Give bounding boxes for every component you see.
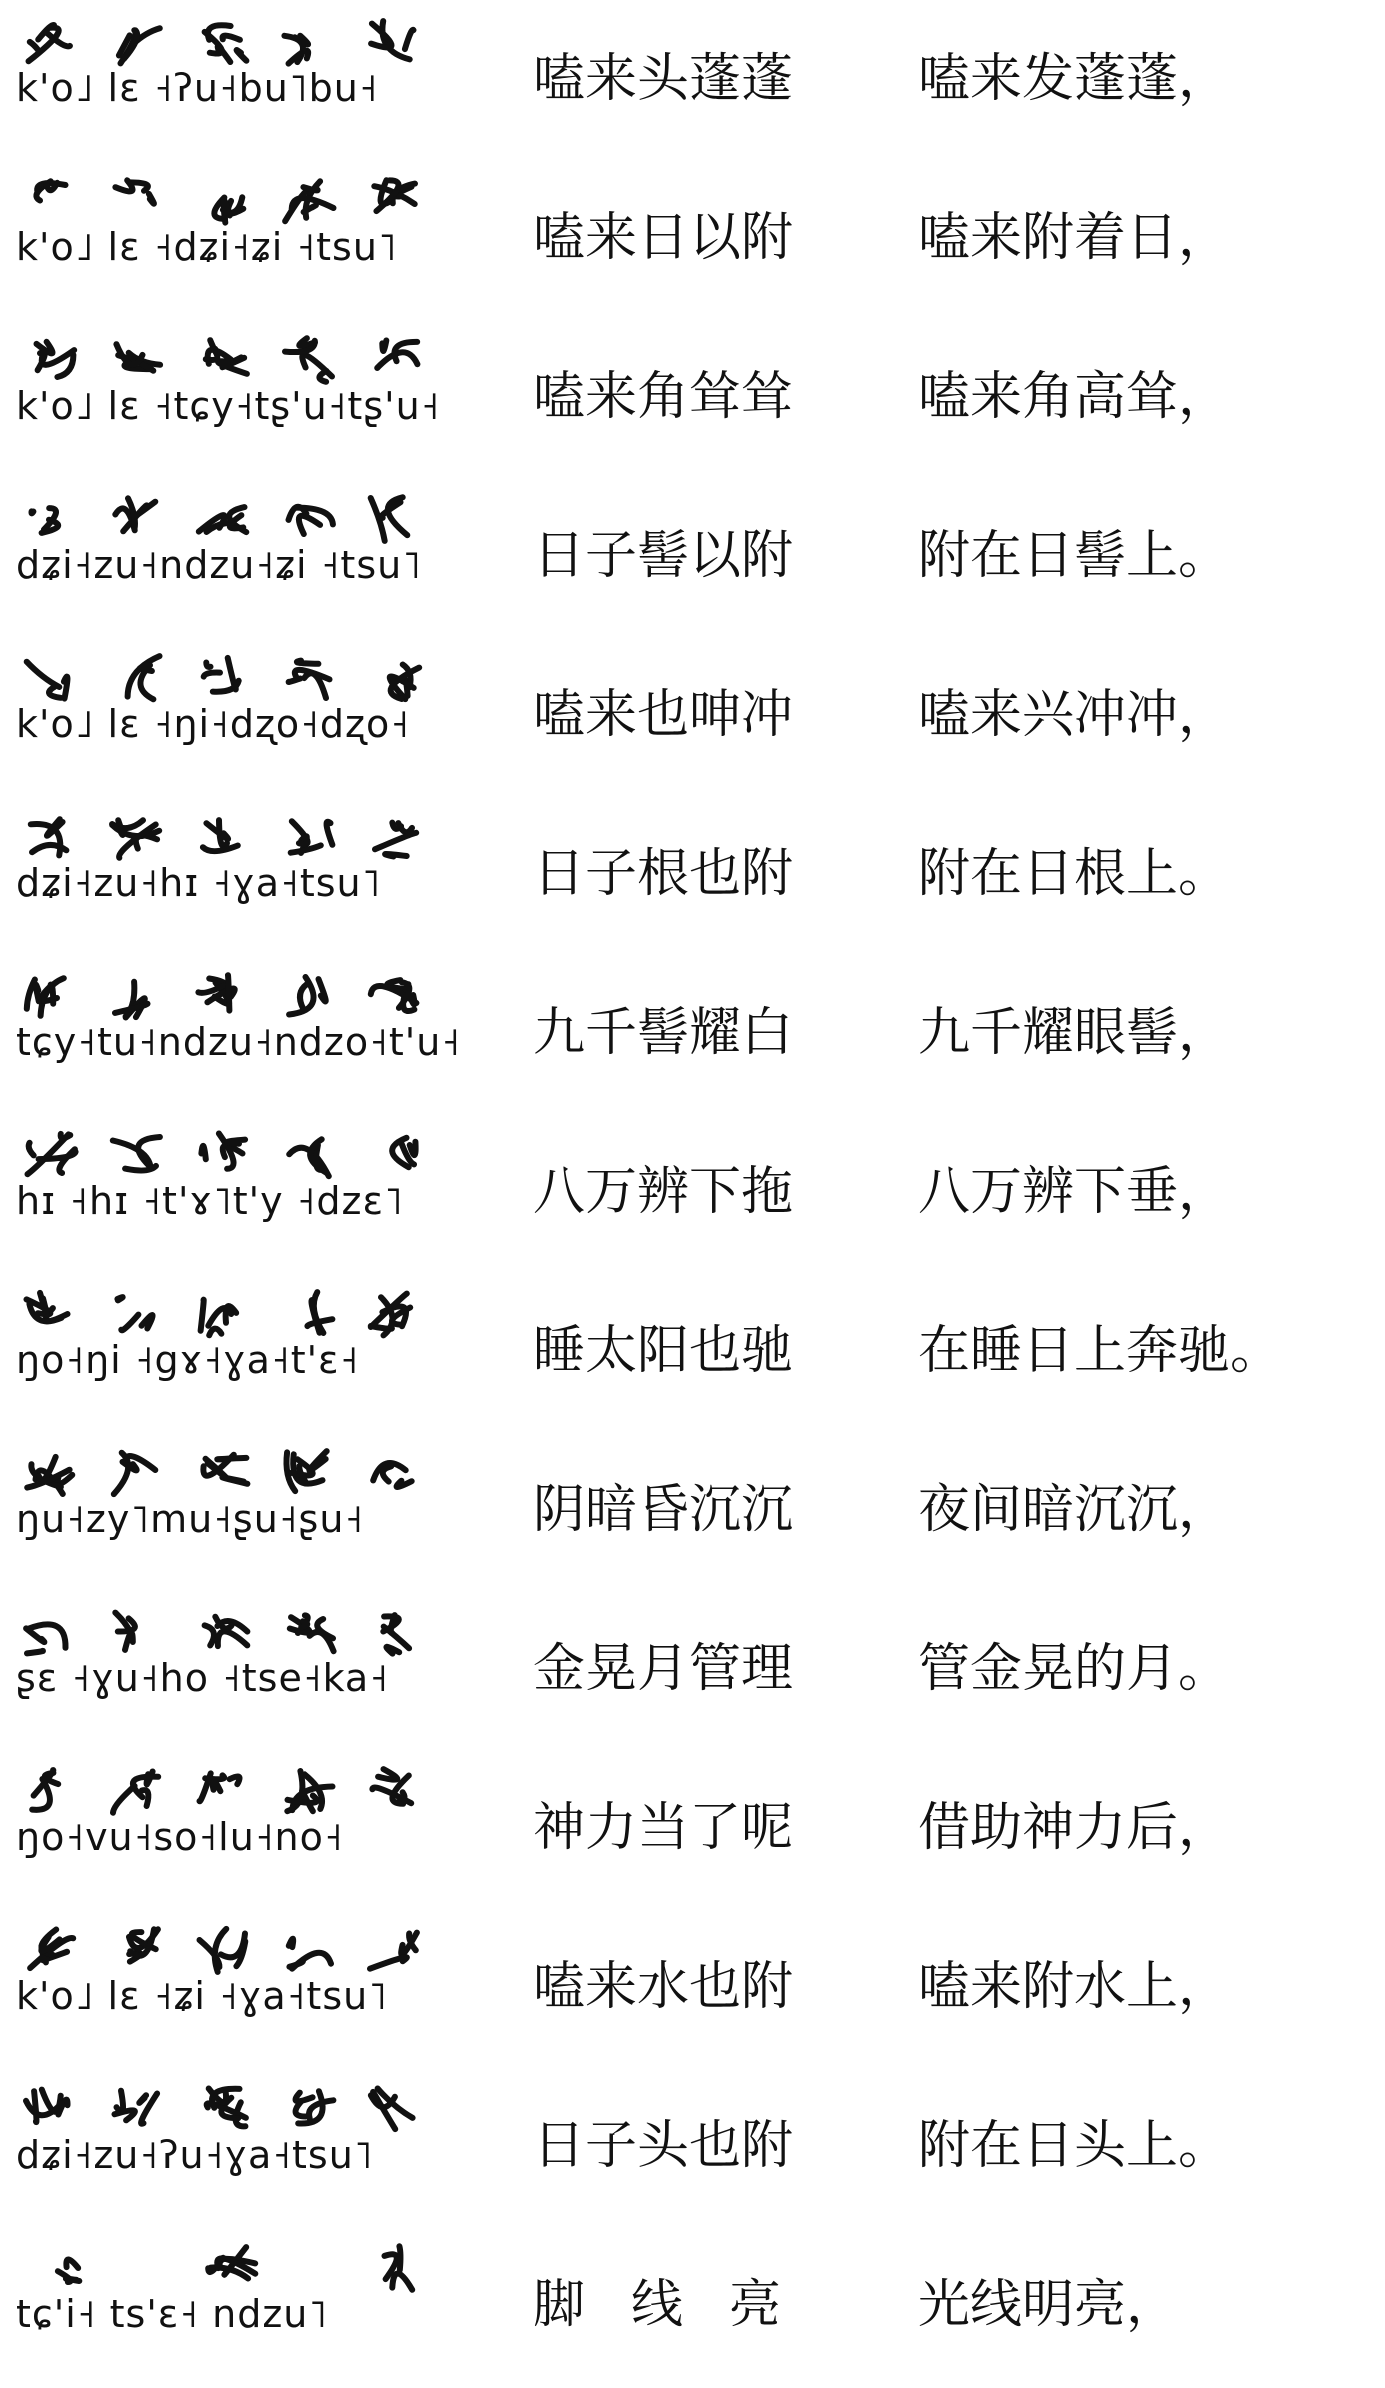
ipa-transcription: k'o˩ lɛ ˧ŋi˧dʐo˧dʐo˧: [16, 702, 410, 746]
yi-script-glyphs: [18, 650, 448, 710]
literal-translation: 脚线亮: [533, 2275, 828, 2335]
yi-glyph: [371, 980, 417, 1011]
yi-glyph: [390, 665, 420, 700]
verse-line: [0, 1908, 1385, 2067]
yi-glyph: [198, 975, 234, 1010]
yi-glyph: [113, 1772, 158, 1813]
yi-glyph: [205, 25, 247, 62]
yi-glyph: [371, 497, 408, 541]
literal-translation: 嗑来也呻冲: [533, 685, 794, 745]
yi-glyph: [289, 1139, 329, 1176]
yi-script-glyphs: [18, 1763, 448, 1823]
yi-glyph: [27, 1293, 68, 1321]
verse-line: [0, 636, 1385, 795]
free-translation: 嗑来附着日，: [918, 208, 1231, 268]
yi-glyph: [36, 181, 65, 200]
free-translation: 九千耀眼髻，: [918, 1003, 1231, 1063]
yi-glyph: [26, 2090, 68, 2122]
yi-glyph: [371, 21, 413, 59]
free-translation: 附在日根上。: [918, 844, 1231, 904]
yi-glyph: [374, 180, 415, 211]
free-translation: 嗑来兴冲冲，: [918, 685, 1231, 745]
yi-glyph: [392, 1138, 415, 1167]
verse-line: [0, 318, 1385, 477]
yi-glyph: [295, 2091, 333, 2123]
yi-script-glyphs: [18, 173, 448, 233]
verse-line: [0, 159, 1385, 318]
yi-glyph: [116, 344, 160, 371]
free-translation: 在睡日上奔驰。: [918, 1321, 1283, 1381]
yi-glyph: [30, 1930, 73, 1969]
yi-glyph: [208, 2247, 255, 2278]
yi-glyph: [128, 656, 160, 699]
ipa-transcription: k'o˩ lɛ ˧dʑi˧ʑi ˧tsu˥: [16, 225, 398, 269]
literal-translation: 睡太阳也驰: [533, 1321, 794, 1381]
yi-script-glyphs: [18, 1604, 448, 1664]
verse-line: [0, 795, 1385, 954]
literal-translation: 嗑来日以附: [533, 208, 794, 268]
yi-glyph: [371, 2089, 413, 2130]
free-translation: 夜间暗沉沉，: [918, 1480, 1231, 1540]
yi-glyph: [291, 821, 333, 853]
yi-glyph: [58, 2260, 79, 2282]
yi-glyph: [286, 1451, 326, 1491]
literal-translation: 日子髻以附: [533, 526, 794, 586]
literal-translation: 日子根也附: [533, 844, 794, 904]
yi-glyph: [284, 36, 308, 64]
yi-glyph: [373, 1463, 412, 1487]
yi-glyph: [115, 180, 154, 203]
yi-glyph: [375, 823, 416, 857]
yi-glyph: [26, 1624, 65, 1653]
ipa-transcription: ŋu˧zy˥mu˧ʂu˧ʂu˧: [16, 1497, 365, 1541]
yi-glyph: [200, 1929, 246, 1972]
yi-glyph: [383, 1615, 409, 1654]
free-translation: 管金晃的月。: [918, 1639, 1231, 1699]
yi-glyph: [37, 342, 75, 377]
ipa-transcription: dʑi˧zu˧hɪ ˧ɣa˧tsu˥: [16, 861, 382, 905]
yi-script-glyphs: [18, 491, 448, 551]
yi-glyph: [31, 819, 67, 855]
yi-glyph: [28, 1134, 76, 1174]
yi-glyph: [117, 1297, 152, 1330]
yi-glyph: [29, 25, 70, 61]
yi-glyph: [290, 1615, 334, 1651]
ipa-transcription: dʑi˧zu˧ʔu˧ɣa˧tsu˥: [16, 2133, 374, 2177]
yi-glyph: [115, 2091, 158, 2124]
verse-line: [0, 0, 1385, 159]
ipa-transcription: tɕ'i˧ ts'ɛ˧ ndzu˥: [16, 2292, 329, 2336]
literal-translation: 嗑来水也附: [533, 1957, 794, 2017]
verse-line: [0, 954, 1385, 1113]
literal-translation: 八万辨下拖: [533, 1162, 794, 1222]
verse-line: [0, 1113, 1385, 1272]
yi-glyph: [214, 197, 243, 222]
yi-glyph: [112, 820, 159, 858]
free-translation: 光线明亮，: [918, 2275, 1179, 2335]
yi-glyph: [203, 820, 238, 851]
ipa-transcription: k'o˩ lɛ ˧ʑi ˧ɣa˧tsu˥: [16, 1974, 388, 2018]
ipa-transcription: tɕy˧tu˧ndzu˧ndzo˧t'u˧: [16, 1020, 462, 1064]
yi-script-glyphs: [18, 1127, 448, 1187]
literal-translation: 金晃月管理: [533, 1639, 794, 1699]
yi-script-glyphs: [18, 1922, 448, 1982]
yi-glyph: [377, 341, 417, 369]
yi-glyph: [370, 1933, 417, 1969]
yi-script-glyphs: [18, 14, 448, 74]
free-translation: 借助神力后，: [918, 1798, 1231, 1858]
yi-glyph: [32, 508, 59, 533]
free-translation: 附在日头上。: [918, 2116, 1231, 2176]
free-translation: 八万辨下垂，: [918, 1162, 1231, 1222]
ipa-transcription: dʑi˧zu˧ndzu˧ʑi ˧tsu˥: [16, 543, 422, 587]
yi-glyph: [289, 507, 333, 534]
literal-translation: 九千髻耀白: [533, 1003, 794, 1063]
verse-line: [0, 1431, 1385, 1590]
yi-glyph: [199, 507, 247, 532]
literal-translation: 日子头也附: [533, 2116, 794, 2176]
verse-line: [0, 1590, 1385, 1749]
verse-line: [0, 2226, 1385, 2385]
yi-glyph: [385, 2246, 413, 2290]
yi-glyph: [27, 978, 64, 1016]
free-translation: 附在日髻上。: [918, 526, 1231, 586]
yi-script-glyphs: [18, 2240, 448, 2300]
yi-glyph: [307, 1292, 332, 1333]
ipa-transcription: ʂɛ ˧ɣu˧ho ˧tse˧ka˧: [16, 1656, 389, 1700]
yi-glyph: [115, 498, 155, 531]
yi-script-glyphs: [18, 968, 448, 1028]
yi-glyph: [203, 1455, 247, 1484]
yi-glyph: [289, 1939, 331, 1969]
free-translation: 嗑来角高耸，: [918, 367, 1231, 427]
yi-glyph: [129, 1929, 158, 1961]
literal-translation: 阴暗昏沉沉: [533, 1480, 794, 1540]
ipa-transcription: k'o˩ lɛ ˧ʔu˧bu˥bu˧: [16, 66, 379, 110]
yi-glyph: [27, 662, 68, 699]
yi-glyph: [206, 340, 247, 374]
yi-glyph: [289, 661, 330, 698]
yi-glyph: [114, 1453, 156, 1494]
yi-glyph: [115, 1613, 135, 1650]
yi-script-glyphs: [18, 809, 448, 869]
yi-glyph: [285, 181, 333, 221]
yi-glyph: [32, 1770, 58, 1810]
yi-glyph: [201, 1300, 237, 1336]
yi-script-glyphs: [18, 332, 448, 392]
yi-script-glyphs: [18, 1445, 448, 1505]
yi-glyph: [371, 1294, 410, 1336]
literal-translation: 嗑来角耸耸: [533, 367, 794, 427]
free-translation: 嗑来附水上，: [918, 1957, 1231, 2017]
ipa-transcription: hɪ ˧hɪ ˧t'ɤ˥t'y ˧dzɛ˥: [16, 1179, 404, 1223]
yi-glyph: [285, 338, 332, 382]
yi-glyph: [119, 28, 160, 63]
literal-translation: 神力当了呢: [533, 1798, 794, 1858]
verse-line: [0, 1272, 1385, 1431]
yi-glyph: [113, 1137, 160, 1171]
yi-glyph: [200, 1773, 240, 1801]
yi-glyph: [201, 1134, 245, 1169]
verse-line: [0, 1749, 1385, 1908]
free-translation: 嗑来发蓬蓬，: [918, 49, 1231, 109]
yi-script-glyphs: [18, 1286, 448, 1346]
yi-glyph: [27, 1457, 72, 1494]
yi-script-glyphs: [18, 2081, 448, 2141]
yi-glyph: [115, 982, 148, 1018]
yi-glyph: [207, 2089, 246, 2127]
ipa-transcription: ŋo˧vu˧so˧lu˧no˧: [16, 1815, 344, 1859]
ipa-transcription: k'o˩ lɛ ˧tɕy˧tʂ'u˧tʂ'u˧: [16, 384, 441, 428]
yi-glyph: [289, 977, 326, 1015]
yi-glyph: [372, 1769, 411, 1804]
verse-line: [0, 2067, 1385, 2226]
yi-glyph: [204, 658, 239, 692]
literal-translation: 嗑来头蓬蓬: [533, 49, 794, 109]
verse-line: [0, 477, 1385, 636]
yi-glyph: [287, 1771, 332, 1811]
yi-glyph: [205, 1617, 248, 1646]
ipa-transcription: ŋo˧ŋi ˧gɤ˧ɣa˧t'ɛ˧: [16, 1338, 360, 1382]
